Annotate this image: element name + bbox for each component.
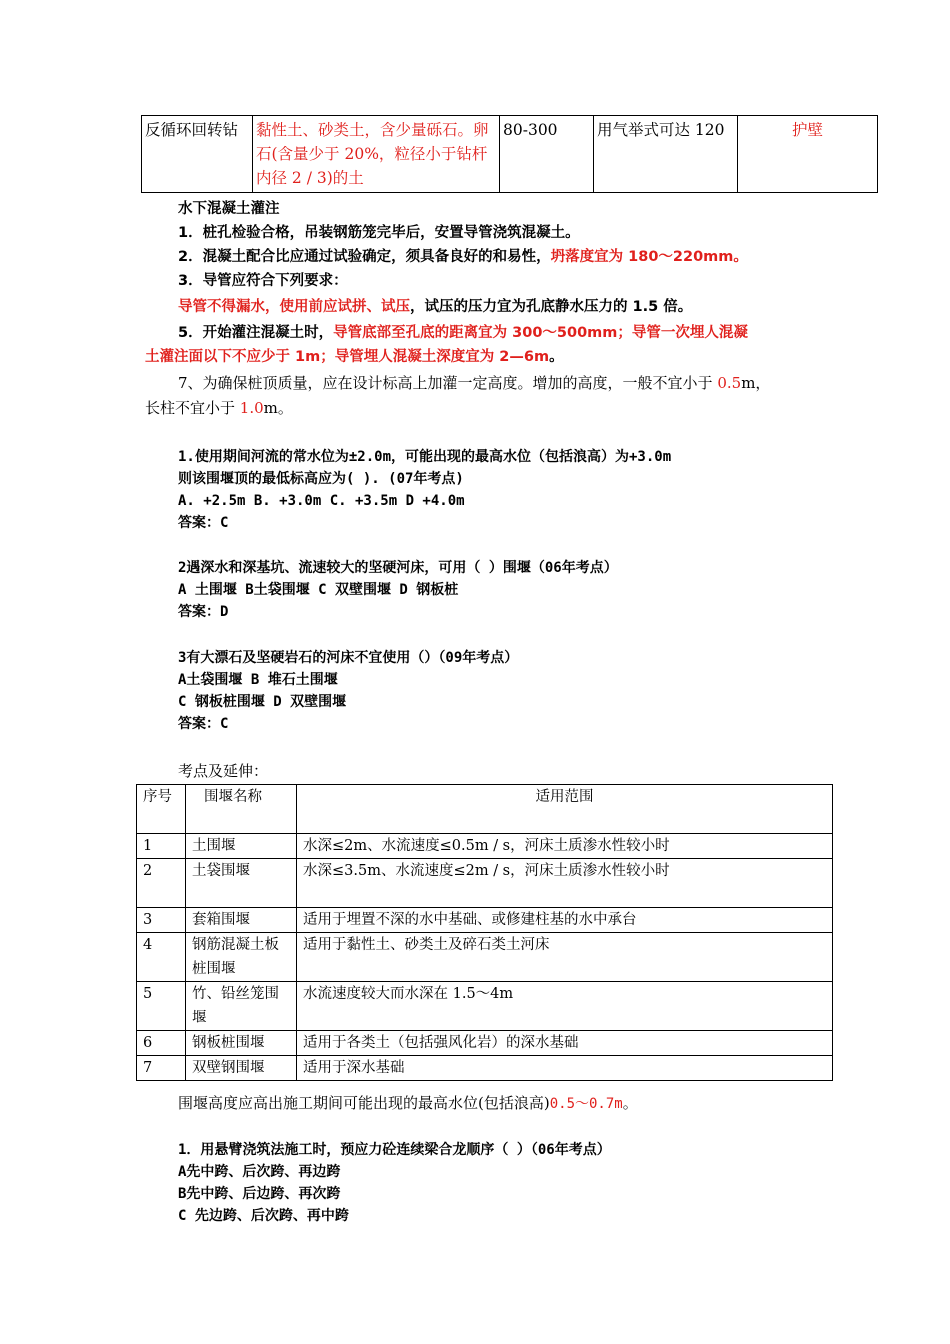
- concrete-item-5-line-2: 土灌注面以下不应少于 1m；导管埋人混凝土深度宜为 2—6m。: [145, 349, 564, 365]
- row-number: 7: [137, 1056, 186, 1081]
- cofferdam-table: [136, 784, 833, 1081]
- drilling-method-table: [141, 115, 878, 193]
- drill-depth-cell: 用气举式可达 120: [594, 116, 738, 193]
- row-name: 竹、铅丝笼围堰: [186, 982, 297, 1031]
- table-row: [142, 116, 878, 193]
- drill-soil-cell: 黏性土、砂类土，含少量砾石。卵石(含量少于 20%，粒径小于钻杆内径 2 / 3)的土: [253, 116, 500, 193]
- cofferdam-height-note: 围堰高度应高出施工期间可能出现的最高水位(包括浪高)0.5～0.7m。: [178, 1094, 638, 1112]
- concrete-heading: 水下混凝土灌注: [178, 201, 280, 217]
- row-scope: 适用于埋置不深的水中基础、或修建柱基的水中承台: [297, 908, 833, 933]
- row-number: 4: [137, 933, 186, 982]
- row-name: 双壁钢围堰: [186, 1056, 297, 1081]
- cantilever-option-a: A先中跨、后次跨、再边跨: [178, 1164, 341, 1180]
- table-row: [137, 859, 833, 908]
- table-row: [137, 982, 833, 1031]
- row-name: 土围堰: [186, 834, 297, 859]
- question-3-options-2: C 钢板桩围堰 D 双壁围堰: [178, 694, 347, 710]
- concrete-item-1: 1．桩孔检验合格，吊装钢筋笼完毕后，安置导管浇筑混凝土。: [178, 225, 580, 241]
- row-number: 6: [137, 1031, 186, 1056]
- concrete-item-2: 2．混凝土配合比应通过试验确定，须具备良好的和易性，坍落度宜为 180～220mm。: [178, 249, 748, 265]
- concrete-item-3-requirement: 导管不得漏水，使用前应试拼、试压，试压的压力宜为孔底静水压力的 1.5 倍。: [178, 299, 693, 315]
- table-row: [137, 1056, 833, 1081]
- row-name: 钢板桩围堰: [186, 1031, 297, 1056]
- table-row: [137, 834, 833, 859]
- question-2-answer: 答案：D: [178, 604, 229, 620]
- concrete-item-3: 3．导管应符合下列要求：: [178, 273, 348, 289]
- header-cell: 适用范围: [297, 785, 833, 834]
- concrete-item-5-line-1: 5．开始灌注混凝土时，导管底部至孔底的距离宜为 300～500mm；导管一次埋人混凝: [178, 325, 748, 341]
- row-name: 套箱围堰: [186, 908, 297, 933]
- question-1-options: A. +2.5m B. +3.0m C. +3.5m D +4.0m: [178, 493, 465, 509]
- row-scope: 适用于各类土（包括强风化岩）的深水基础: [297, 1031, 833, 1056]
- question-2-line-1: 2遇深水和深基坑、流速较大的坚硬河床，可用（ ）围堰（06年考点）: [178, 560, 618, 576]
- concrete-item-7-line-1: 7、为确保桩顶质量，应在设计标高上加灌一定高度。增加的高度，一般不宜小于 0.5m，: [178, 374, 771, 392]
- row-number: 2: [137, 859, 186, 908]
- row-name: 钢筋混凝土板桩围堰: [186, 933, 297, 982]
- concrete-item-7-line-2: 长柱不宜小于 1.0m。: [145, 399, 293, 417]
- row-number: 1: [137, 834, 186, 859]
- row-scope: 适用于黏性土、砂类土及碎石类土河床: [297, 933, 833, 982]
- table-header-row: [137, 785, 833, 834]
- question-3-answer: 答案：C: [178, 716, 229, 732]
- row-scope: 水深≤3.5m、水流速度≤2m / s，河床土质渗水性较小时: [297, 859, 833, 908]
- cantilever-question: 1．用悬臂浇筑法施工时，预应力砼连续梁合龙顺序（ ）（06年考点）: [178, 1142, 611, 1158]
- row-number: 5: [137, 982, 186, 1031]
- question-2-options: A 土围堰 B土袋围堰 C 双壁围堰 D 钢板桩: [178, 582, 459, 598]
- row-scope: 适用于深水基础: [297, 1056, 833, 1081]
- row-scope: 水深≤2m、水流速度≤0.5m / s，河床土质渗水性较小时: [297, 834, 833, 859]
- row-number: 3: [137, 908, 186, 933]
- table-row: [137, 933, 833, 982]
- drill-method-cell: 反循环回转钻: [142, 116, 253, 193]
- cantilever-option-b: B先中跨、后边跨、再次跨: [178, 1186, 341, 1202]
- question-1-line-2: 则该围堰顶的最低标高应为( ). (07年考点): [178, 471, 464, 487]
- question-3-line-1: 3有大漂石及坚硬岩石的河床不宜使用（）（09年考点）: [178, 650, 519, 666]
- row-name: 土袋围堰: [186, 859, 297, 908]
- table-row: [137, 908, 833, 933]
- drill-wall-cell: 护壁: [738, 116, 878, 193]
- table-row: [137, 1031, 833, 1056]
- question-1-answer: 答案：C: [178, 515, 229, 531]
- row-scope: 水流速度较大而水深在 1.5～4m: [297, 982, 833, 1031]
- question-3-options-1: A土袋围堰 B 堆石土围堰: [178, 672, 338, 688]
- drill-diameter-cell: 80-300: [500, 116, 594, 193]
- cantilever-option-c: C 先边跨、后次跨、再中跨: [178, 1208, 349, 1224]
- header-cell: 围堰名称: [186, 785, 297, 834]
- header-cell: 序号: [137, 785, 186, 834]
- question-1-line-1: 1.使用期间河流的常水位为±2.0m，可能出现的最高水位（包括浪高）为+3.0m: [178, 449, 672, 465]
- cofferdam-caption: 考点及延伸：: [178, 762, 269, 780]
